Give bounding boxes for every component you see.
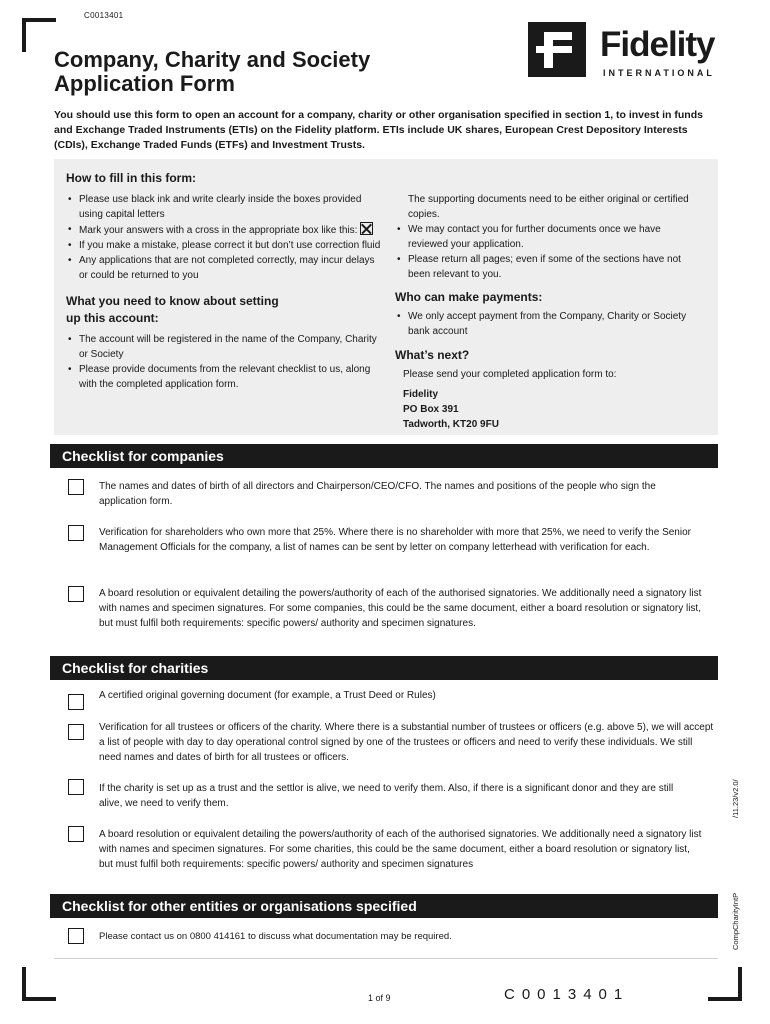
supporting-docs-text: The supporting documents need to be either original or certified copies. (408, 194, 689, 220)
setup-heading: What you need to know about setting up this account: (66, 294, 279, 325)
list-item: • Please use black ink and write clearly inside the boxes provided using capital letters (66, 192, 386, 222)
footer-form-code: C0013401 (504, 986, 630, 1003)
intro-text: You should use this form to open an account for a company, charity or other organisation specified in section 1, to invest in funds and Exchange Traded Instruments (ETIs) on the Fidelity platform. ETIs include UK shares, European Crest Depository Interests (CDIs), Exchange Traded Funds (ETFs) and Investment Trusts. (54, 109, 703, 151)
crossed-box-example-icon (360, 222, 373, 235)
crop-mark-bottom-right (708, 997, 742, 1001)
charity-item-4: A board resolution or equivalent detailing the powers/authority of each of the authorised signatories. We additionally need a signatory list with names and specimen signatures. For some charities, this could be the same document, either a board resolution or signatory list, but must fulfil both requirements: specific powers/ authority and specimen signatures (99, 829, 702, 870)
list-item: • Mark your answers with a cross in the appropriate box like this: (66, 222, 386, 238)
logo-f-top-bar (544, 32, 572, 40)
logo-subtitle: INTERNATIONAL (603, 68, 715, 78)
next-heading: What’s next? (395, 348, 470, 362)
how-to-list (66, 192, 386, 283)
logo-f-cross-bar (536, 46, 572, 53)
instructions-panel (54, 159, 718, 435)
how-to-heading: How to fill in this form: (66, 171, 196, 185)
crop-mark-bottom-right (738, 967, 742, 1001)
title-line-1: Company, Charity and Society (54, 47, 371, 72)
checkbox-charity-trustees[interactable] (68, 724, 84, 740)
companies-section-heading: Checklist for companies (50, 444, 718, 468)
right-column (395, 192, 701, 432)
crop-mark-bottom-left (22, 967, 26, 1001)
checkbox-charity-governing-document[interactable] (68, 694, 84, 710)
logo-wordmark: Fidelity (600, 25, 715, 64)
checkbox-company-directors[interactable] (68, 479, 84, 495)
postal-address: Fidelity PO Box 391 Tadworth, KT20 9FU (403, 389, 499, 430)
company-item-1: The names and dates of birth of all directors and Chairperson/CEO/CFO. The names and positions of the people who sign the application form. (99, 481, 656, 507)
checkbox-company-shareholders[interactable] (68, 525, 84, 541)
next-text: Please send your completed application form to: (403, 369, 617, 380)
other-item-1: Please contact us on 0800 414161 to discuss what documentation may be required. (99, 931, 452, 942)
checkbox-other-contact[interactable] (68, 928, 84, 944)
right-list (395, 222, 701, 282)
others-section-heading: Checklist for other entities or organisations specified (50, 894, 718, 918)
charity-item-3: If the charity is set up as a trust and the settlor is alive, we need to verify them. Also, if there is a significant donor and they are still alive, we need to verify them. (99, 783, 674, 809)
footer-divider (54, 958, 718, 959)
crop-mark-top-left (22, 18, 56, 22)
list-item: • We only accept payment from the Company, Charity or Society bank account (395, 309, 701, 339)
setup-list (66, 332, 386, 392)
checkbox-charity-settlor[interactable] (68, 779, 84, 795)
page-number: 1 of 9 (368, 993, 391, 1003)
company-item-3: A board resolution or equivalent detailing the powers/authority of each of the authorised signatories. We additionally need a signatory list with names and specimen signatures. For some companies, this could be the same document, either a board resolution or signatory list, but must fulfil both requirements: specific powers/ authority and specimen signatures. (99, 588, 702, 629)
checkbox-company-board-resolution[interactable] (68, 586, 84, 602)
left-column (66, 170, 386, 392)
checkbox-charity-board-resolution[interactable] (68, 826, 84, 842)
list-item: • Any applications that are not completed correctly, may incur delays or could be returned to you (66, 253, 386, 283)
side-reference-label: CompCharityIntP (731, 892, 740, 950)
title-line-2: Application Form (54, 71, 235, 96)
charity-item-1: A certified original governing document (for example, a Trust Deed or Rules) (99, 690, 436, 701)
payments-list (395, 309, 701, 339)
crop-mark-top-left (22, 18, 26, 52)
list-item: • The account will be registered in the name of the Company, Charity or Society (66, 332, 386, 362)
charities-section-heading: Checklist for charities (50, 656, 718, 680)
list-item: • Please return all pages; even if some of the sections have not been relevant to you. (395, 252, 701, 282)
list-item: • We may contact you for further documents once we have reviewed your application. (395, 222, 701, 252)
payments-heading: Who can make payments: (395, 290, 543, 304)
form-code: C0013401 (84, 11, 124, 20)
list-item: • If you make a mistake, please correct it but don’t use correction fluid (66, 238, 386, 253)
fidelity-logo-mark (528, 22, 586, 77)
company-item-2: Verification for shareholders who own more that 25%. Where there is no shareholder with more that 25%, we need to verify the Senior Management Officials for the company, a list of names can be sent by letter on company letterhead with verification for each. (99, 527, 691, 553)
page-title (54, 48, 474, 96)
list-item: • Please provide documents from the relevant checklist to us, along with the completed application form. (66, 362, 386, 392)
side-version-label: /11.23/v2.0/ (731, 779, 740, 818)
crop-mark-bottom-left (22, 997, 56, 1001)
charity-item-2: Verification for all trustees or officers of the charity. Where there is a substantial number of trustees or officers (e.g. above 5), we will accept a list of people with day to day operational control signed by one of the trustees or officers and need to verify these individuals. We still need names and dates of birth for all trustees or officers. (99, 722, 714, 763)
